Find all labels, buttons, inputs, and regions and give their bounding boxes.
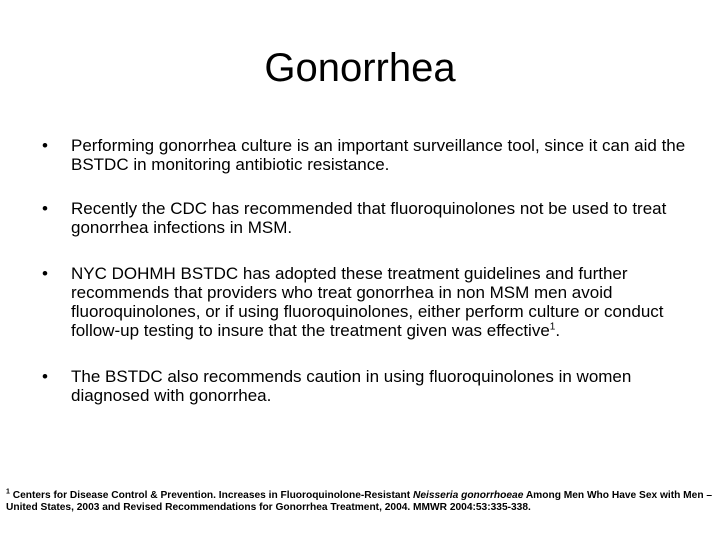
- footnote-text-part1: Centers for Disease Control & Prevention. Increases in Fluoroquinolone-Resistant: [9, 490, 413, 501]
- bullet-item: [36, 367, 696, 405]
- bullet-marker: •: [42, 264, 48, 283]
- bullet-text: Recently the CDC has recommended that fluoroquinolones not be used to treat gonorrhea infections in MSM.: [71, 199, 667, 237]
- bullet-text: NYC DOHMH BSTDC has adopted these treatment guidelines and further recommends that providers who treat gonorrhea in non MSM men avoid fluoroquinolones, or if using fluoroquinolones, either perform culture or conduct follow-up testing to insure that the treatment given was effective: [71, 264, 664, 340]
- bullet-item: [36, 264, 696, 340]
- bullet-item: [36, 136, 696, 174]
- footnote-species-name: Neisseria gonorrhoeae: [412, 490, 524, 501]
- bullet-text-suffix: .: [555, 321, 561, 340]
- bullet-text: Performing gonorrhea culture is an important surveillance tool, since it can aid the BSTDC in monitoring antibiotic resistance.: [71, 136, 686, 174]
- bullet-list: [36, 136, 696, 405]
- footnote-reference: 1: [549, 321, 556, 333]
- bullet-text: The BSTDC also recommends caution in using fluoroquinolones in women diagnosed with gonorrhea.: [71, 367, 632, 405]
- footnote-text-part2: Among Men Who Have Sex with Men – United States, 2003 and Revised Recommendations for Gonorrhea Treatment, 2004. MMWR 2004:53:335-338.: [6, 490, 713, 513]
- bullet-item: [36, 199, 696, 237]
- bullet-marker: •: [42, 367, 48, 386]
- footnote-marker: 1: [6, 488, 10, 496]
- bullet-marker: •: [42, 136, 48, 155]
- slide-title: Gonorrhea: [264, 46, 456, 90]
- footnote: [6, 490, 716, 513]
- bullet-marker: •: [42, 199, 48, 218]
